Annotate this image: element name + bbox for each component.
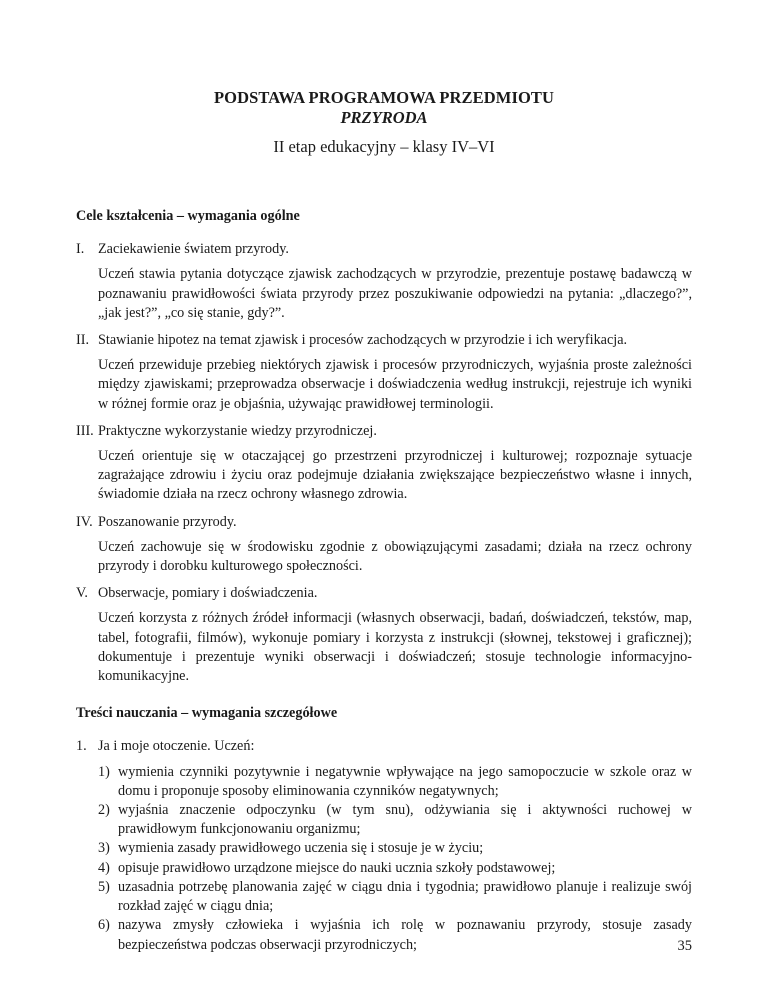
item-number: 4) bbox=[98, 859, 110, 876]
goal-item bbox=[76, 584, 692, 686]
goal-item bbox=[76, 513, 692, 577]
item-number: 5) bbox=[98, 878, 110, 895]
list-item bbox=[98, 878, 692, 916]
goal-number: II. bbox=[76, 332, 89, 349]
goal-number: V. bbox=[76, 585, 88, 602]
item-text: opisuje prawidłowo urządzone miejsce do nauki ucznia szkoły podstawowej; bbox=[118, 859, 556, 876]
goal-title: Zaciekawienie światem przyrody. bbox=[98, 241, 289, 258]
goal-title: Stawianie hipotez na temat zjawisk i procesów zachodzących w przyrodzie i ich weryfikacja. bbox=[98, 332, 628, 349]
document-header bbox=[0, 88, 768, 157]
item-text: wymienia zasady prawidłowego uczenia się i stosuje je w życiu; bbox=[118, 840, 484, 857]
item-number: 6) bbox=[98, 917, 110, 934]
list-item bbox=[98, 801, 692, 839]
topic-number: 1. bbox=[76, 738, 87, 755]
list-item bbox=[98, 839, 692, 858]
item-number: 2) bbox=[98, 802, 110, 819]
education-stage: II etap edukacyjny – klasy IV–VI bbox=[273, 137, 495, 156]
goal-description: Uczeń stawia pytania dotyczące zjawisk zachodzących w przyrodzie, prezentuje postawę badawczą w poznawaniu prawidłowości świata przyrody przez poszukiwanie odpowiedzi na pytania: „dlaczego?”, „jak jest?”, „co się stanie, gdy?”. bbox=[98, 266, 692, 321]
item-text: uzasadnia potrzebę planowania zajęć w ciągu dnia i tygodnia; prawidłowo planuje i realizuje swój rozkład zajęć w ciągu dnia; bbox=[118, 878, 692, 915]
section-heading-content: Treści nauczania – wymagania szczegółowe bbox=[76, 705, 338, 722]
item-number: 3) bbox=[98, 840, 110, 857]
goal-number: III. bbox=[76, 422, 94, 439]
goal-item bbox=[76, 331, 692, 414]
goal-number: I. bbox=[76, 241, 85, 258]
list-item bbox=[98, 859, 692, 878]
document-body bbox=[76, 207, 692, 955]
goal-description: Uczeń korzysta z różnych źródeł informacji (własnych obserwacji, badań, doświadczeń, tekstów, map, tabel, fotografii, filmów), wykonuje pomiary i korzysta z instrukcji (słownej, tekstowej i graficznej); dokumentuje i prezentuje wyniki obserwacji i doświadczeń; stosuje technologie informacyjno-komunikacyjne. bbox=[98, 610, 692, 685]
goal-description: Uczeń orientuje się w otaczającej go przestrzeni przyrodniczej i kulturowej; rozpoznaje sytuacje zagrażające zdrowiu i życiu oraz podejmuje działania zwiększające bezpieczeństwo własne i innych, świadomie działa na rzecz ochrony własnego zdrowia. bbox=[98, 448, 692, 503]
page-number: 35 bbox=[677, 938, 692, 954]
requirements-list bbox=[98, 763, 692, 955]
goal-title: Poszanowanie przyrody. bbox=[98, 513, 237, 530]
document-title: PODSTAWA PROGRAMOWA PRZEDMIOTU bbox=[213, 88, 555, 107]
goal-number: IV. bbox=[76, 513, 93, 530]
goal-item bbox=[76, 422, 692, 505]
item-number: 1) bbox=[98, 763, 110, 780]
item-text: nazywa zmysły człowieka i wyjaśnia ich rolę w poznawaniu przyrody, stosuje zasady bezpieczeństwa podczas obserwacji przyrodniczych; bbox=[118, 917, 692, 953]
list-item bbox=[98, 763, 692, 801]
subject-title: PRZYRODA bbox=[340, 108, 428, 127]
goal-title: Praktyczne wykorzystanie wiedzy przyrodniczej. bbox=[98, 422, 377, 439]
list-item bbox=[98, 916, 692, 954]
topic-heading bbox=[76, 737, 692, 756]
goal-description: Uczeń zachowuje się w środowisku zgodnie z obowiązującymi zasadami; działa na rzecz ochrony przyrody i dorobku kulturowego społeczności. bbox=[98, 538, 692, 575]
item-text: wyjaśnia znaczenie odpoczynku (w tym snu), odżywiania się i aktywności ruchowej w prawidłowym funkcjonowaniu organizmu; bbox=[118, 802, 692, 838]
goal-description: Uczeń przewiduje przebieg niektórych zjawisk i procesów przyrodniczych, wyjaśnia proste zależności między zjawiskami; przeprowadza obserwacje i doświadczenia według instrukcji, rejestruje ich wyniki w różnej formie oraz je objaśnia, używając prawidłowej terminologii. bbox=[98, 357, 692, 412]
topic-title: Ja i moje otoczenie. Uczeń: bbox=[98, 738, 255, 755]
goal-item bbox=[76, 240, 692, 323]
section-heading-goals: Cele kształcenia – wymagania ogólne bbox=[76, 208, 300, 224]
goal-title: Obserwacje, pomiary i doświadczenia. bbox=[98, 585, 318, 602]
item-text: wymienia czynniki pozytywnie i negatywnie wpływające na jego samopoczucie w szkole oraz w domu i proponuje sposoby eliminowania czynników negatywnych; bbox=[118, 763, 692, 799]
